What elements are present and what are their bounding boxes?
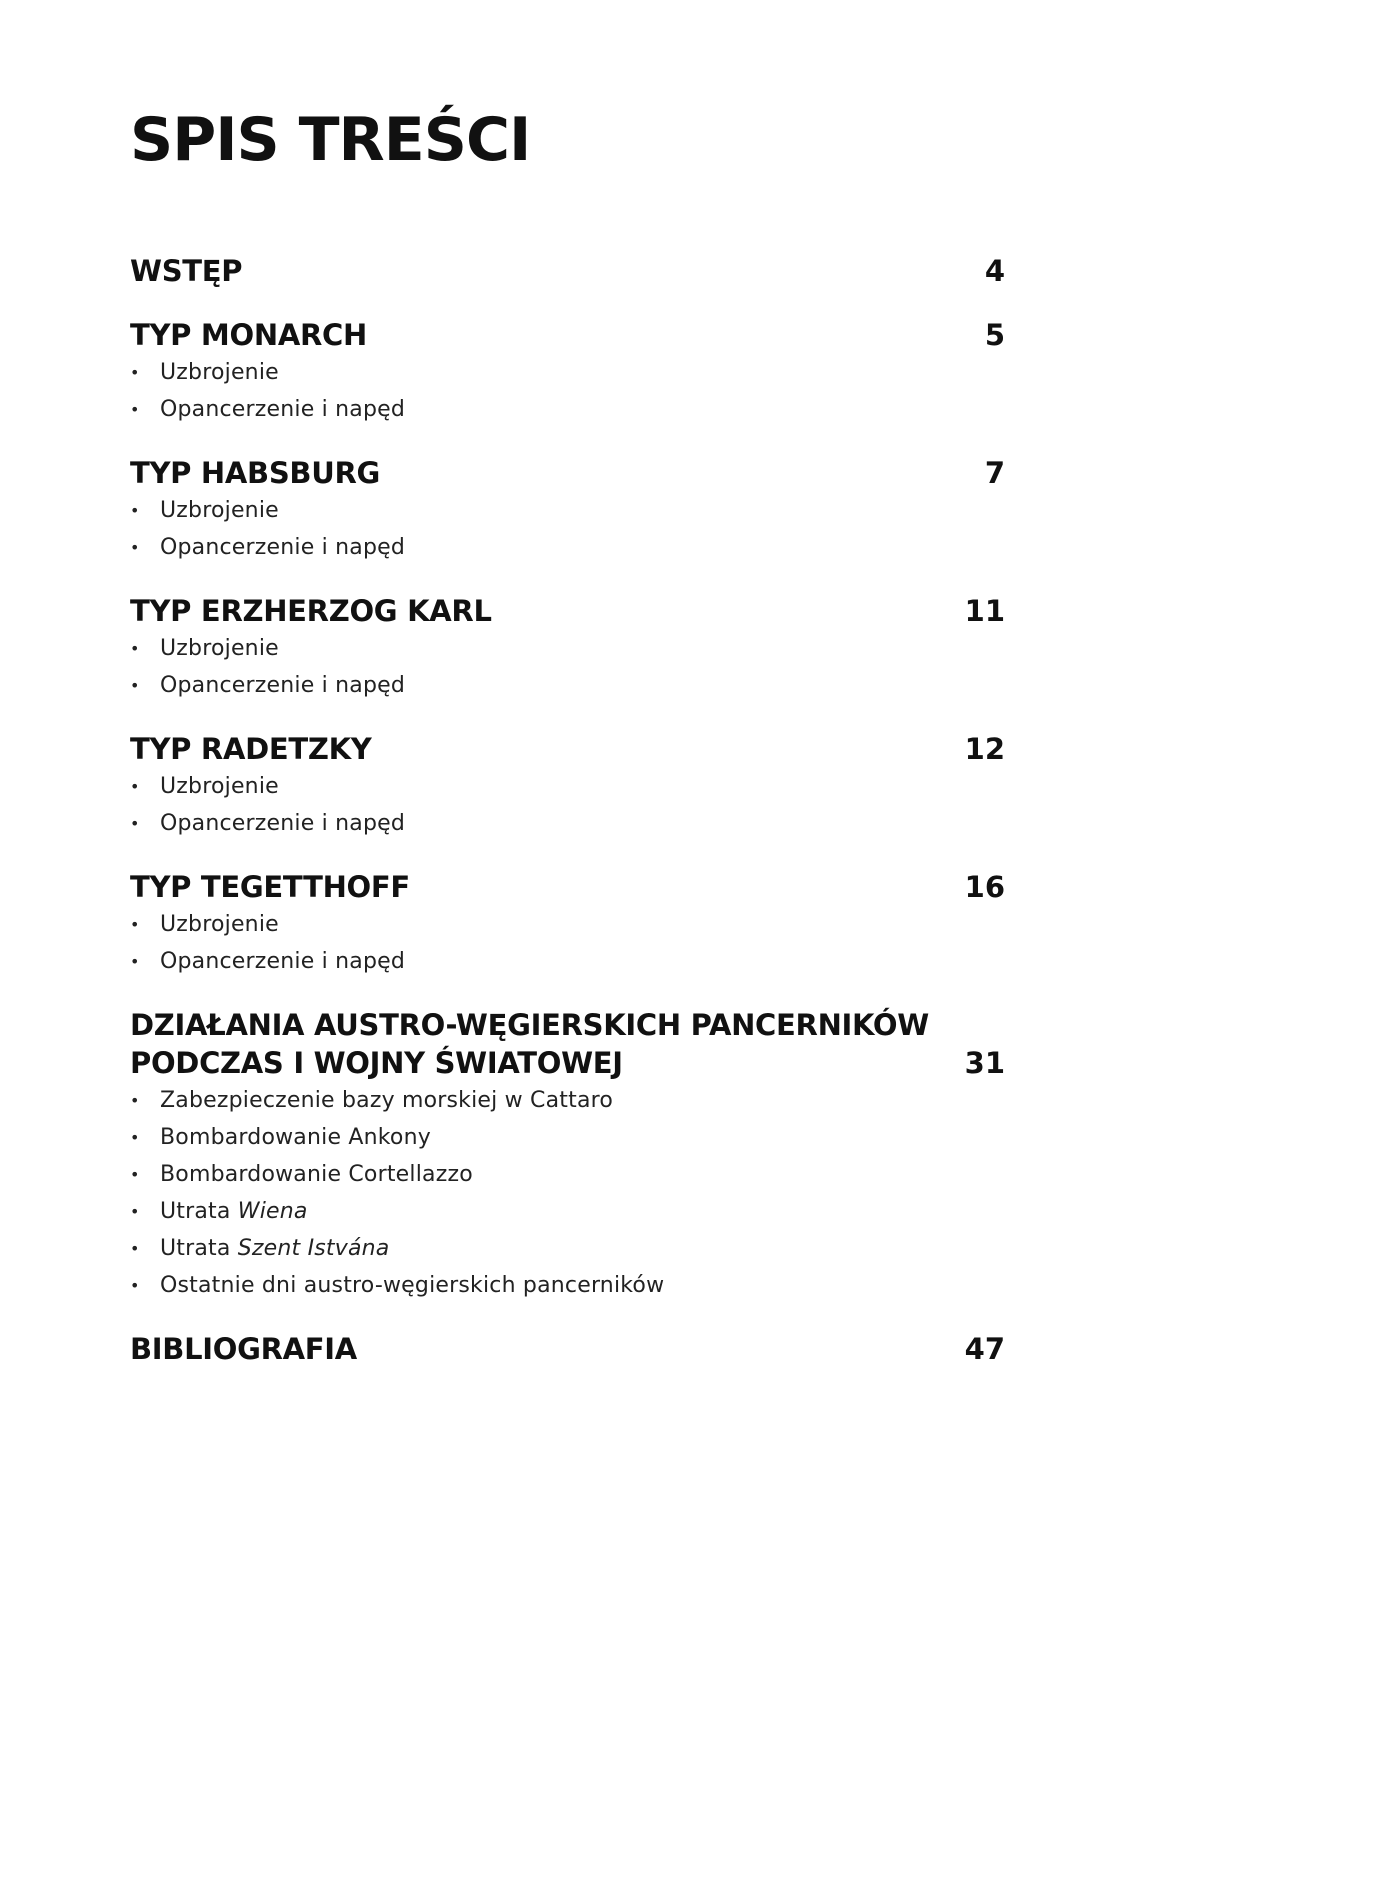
subsection-item[interactable] (130, 1230, 1005, 1267)
section-page-number: 11 (964, 594, 1005, 628)
section-title-line: TYP TEGETTHOFF (130, 870, 410, 904)
toc-section-heading[interactable] (130, 592, 1005, 630)
toc-list (130, 252, 1005, 1368)
subsection-text: Opancerzenie i napęd (160, 673, 406, 698)
section-title-line: TYP RADETZKY (130, 732, 372, 766)
subsection-item[interactable] (130, 1082, 1005, 1119)
toc-section (130, 454, 1005, 566)
subsection-italic-text: Wiena (237, 1199, 308, 1224)
section-title (130, 1006, 929, 1082)
subsection-text: Utrata (160, 1199, 238, 1224)
subsection-item[interactable] (130, 492, 1005, 529)
subsection-list (130, 768, 1005, 842)
toc-section-heading[interactable] (130, 730, 1005, 768)
toc-section (130, 316, 1005, 428)
subsection-item[interactable] (130, 529, 1005, 566)
section-title-line: PODCZAS I WOJNY ŚWIATOWEJ (130, 1046, 623, 1080)
subsection-item[interactable] (130, 768, 1005, 805)
subsection-text: Uzbrojenie (160, 636, 279, 661)
toc-page (130, 100, 1005, 1394)
toc-section (130, 252, 1005, 290)
section-title (130, 592, 492, 630)
toc-section-heading[interactable] (130, 868, 1005, 906)
subsection-item[interactable] (130, 805, 1005, 842)
subsection-item[interactable] (130, 630, 1005, 667)
section-title (130, 252, 242, 290)
section-title-line: WSTĘP (130, 254, 243, 288)
subsection-text: Opancerzenie i napęd (160, 811, 406, 836)
subsection-text: Uzbrojenie (160, 360, 279, 385)
section-title-line: TYP HABSBURG (130, 456, 381, 490)
section-title (130, 730, 371, 768)
toc-section-heading[interactable] (130, 1330, 1005, 1368)
section-page-number: 12 (964, 732, 1005, 766)
section-title-line: BIBLIOGRAFIA (130, 1332, 357, 1366)
subsection-item[interactable] (130, 354, 1005, 391)
toc-section (130, 1330, 1005, 1368)
section-page-number: 31 (964, 1046, 1005, 1080)
toc-section-heading[interactable] (130, 454, 1005, 492)
section-title-line: TYP ERZHERZOG KARL (130, 594, 492, 628)
subsection-text: Opancerzenie i napęd (160, 535, 406, 560)
subsection-item[interactable] (130, 1193, 1005, 1230)
toc-section (130, 868, 1005, 980)
section-page-number: 4 (984, 254, 1005, 288)
section-title-line: TYP MONARCH (130, 318, 367, 352)
section-page-number: 47 (964, 1332, 1005, 1366)
subsection-italic-text: Szent Istvána (237, 1236, 390, 1261)
section-page-number: 16 (964, 870, 1005, 904)
subsection-item[interactable] (130, 1267, 1005, 1304)
toc-section (130, 730, 1005, 842)
section-title (130, 454, 380, 492)
subsection-text: Opancerzenie i napęd (160, 949, 406, 974)
subsection-list (130, 630, 1005, 704)
subsection-text: Ostatnie dni austro-węgierskich pancerników (160, 1273, 665, 1298)
subsection-text: Uzbrojenie (160, 912, 279, 937)
section-page-number: 7 (984, 456, 1005, 490)
subsection-item[interactable] (130, 943, 1005, 980)
toc-section-heading[interactable] (130, 1006, 1005, 1082)
subsection-text: Uzbrojenie (160, 774, 279, 799)
subsection-text: Bombardowanie Ankony (160, 1125, 431, 1150)
section-title (130, 1330, 357, 1368)
section-page-number: 5 (984, 318, 1005, 352)
toc-section-heading[interactable] (130, 316, 1005, 354)
subsection-text: Utrata (160, 1236, 238, 1261)
subsection-text: Uzbrojenie (160, 498, 279, 523)
subsection-list (130, 906, 1005, 980)
subsection-item[interactable] (130, 1119, 1005, 1156)
subsection-text: Zabezpieczenie bazy morskiej w Cattaro (160, 1088, 614, 1113)
subsection-item[interactable] (130, 906, 1005, 943)
subsection-item[interactable] (130, 391, 1005, 428)
section-title (130, 868, 410, 906)
toc-section (130, 592, 1005, 704)
page-title: SPIS TREŚCI (130, 105, 531, 175)
toc-section (130, 1006, 1005, 1304)
subsection-list (130, 1082, 1005, 1304)
subsection-list (130, 492, 1005, 566)
section-title (130, 316, 367, 354)
subsection-text: Bombardowanie Cortellazzo (160, 1162, 473, 1187)
subsection-item[interactable] (130, 1156, 1005, 1193)
subsection-text: Opancerzenie i napęd (160, 397, 406, 422)
subsection-list (130, 354, 1005, 428)
subsection-item[interactable] (130, 667, 1005, 704)
toc-section-heading[interactable] (130, 252, 1005, 290)
section-title-line: DZIAŁANIA AUSTRO-WĘGIERSKICH PANCERNIKÓW (130, 1008, 929, 1042)
